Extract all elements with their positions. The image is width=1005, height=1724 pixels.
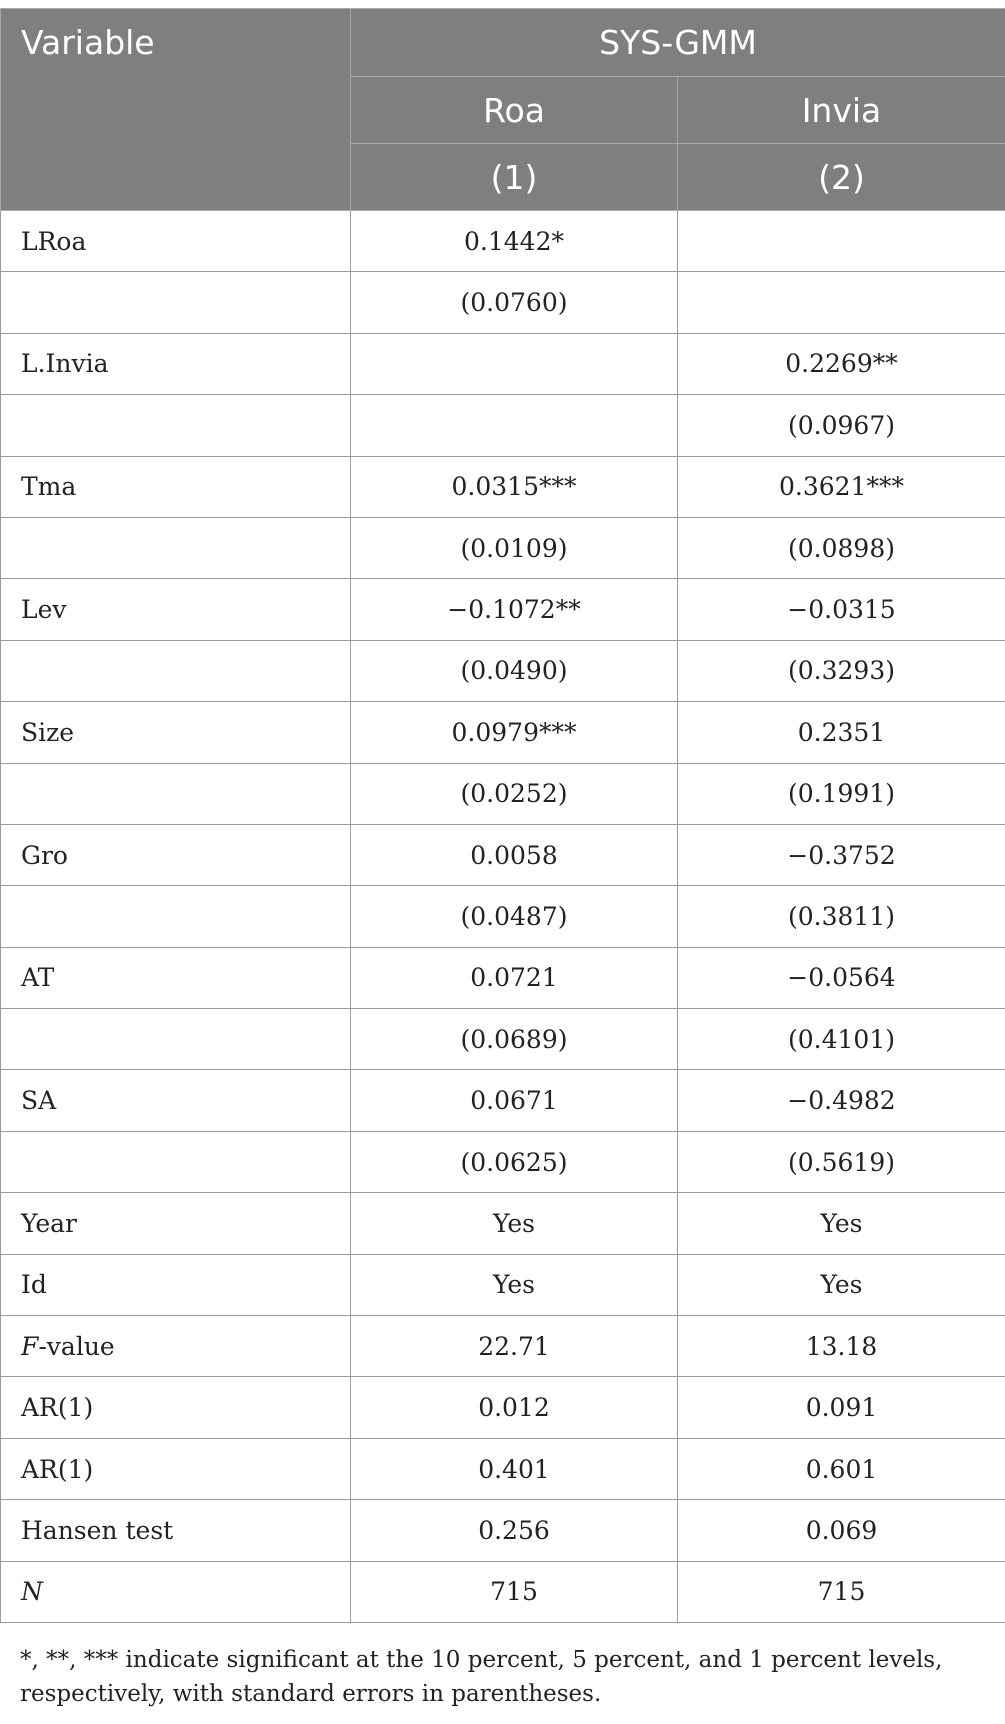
row-label	[1, 640, 351, 701]
row-label	[1, 395, 351, 456]
row-label: Hansen test	[1, 1500, 351, 1561]
table-row	[1, 1009, 1005, 1070]
row-value-col2: (0.4101)	[678, 1009, 1005, 1070]
row-value-col2: Yes	[678, 1254, 1005, 1315]
row-value-col1: (0.0625)	[351, 1131, 678, 1192]
row-value-col1: Yes	[351, 1193, 678, 1254]
table-row	[1, 824, 1005, 885]
table-row	[1, 886, 1005, 947]
row-label: Year	[1, 1193, 351, 1254]
row-value-col1: 0.0315***	[351, 456, 678, 517]
table-row	[1, 1316, 1005, 1377]
row-value-col1: (0.0689)	[351, 1009, 678, 1070]
row-label: L.Invia	[1, 333, 351, 394]
table-row	[1, 640, 1005, 701]
row-value-col1: 0.0979***	[351, 702, 678, 763]
row-value-col2	[678, 272, 1005, 333]
table-row	[1, 272, 1005, 333]
table-row	[1, 333, 1005, 394]
row-value-col2: (0.3811)	[678, 886, 1005, 947]
header-column-number: (2)	[678, 144, 1005, 211]
row-value-col2: 715	[678, 1561, 1005, 1622]
row-value-col2: 0.2351	[678, 702, 1005, 763]
table-footnote: *, **, *** indicate significant at the 10 percent, 5 percent, and 1 percent levels, respectively, with standard errors in parentheses.	[20, 1647, 943, 1707]
row-label	[1, 272, 351, 333]
regression-table	[0, 8, 1005, 1623]
row-value-col2: 0.2269**	[678, 333, 1005, 394]
row-value-col2: −0.4982	[678, 1070, 1005, 1131]
row-value-col1: (0.0490)	[351, 640, 678, 701]
row-value-col2: −0.3752	[678, 824, 1005, 885]
row-value-col2: 0.601	[678, 1438, 1005, 1499]
row-value-col2: (0.0898)	[678, 517, 1005, 578]
row-value-col1: (0.0760)	[351, 272, 678, 333]
row-value-col1	[351, 333, 678, 394]
header-column-number: (1)	[351, 144, 678, 211]
row-value-col1	[351, 395, 678, 456]
row-value-col1: Yes	[351, 1254, 678, 1315]
table-row	[1, 395, 1005, 456]
row-value-col1: 0.401	[351, 1438, 678, 1499]
header-variable: Variable	[1, 9, 351, 211]
row-label	[1, 763, 351, 824]
row-value-col2: 0.069	[678, 1500, 1005, 1561]
row-label: N	[1, 1561, 351, 1622]
row-value-col1: 22.71	[351, 1316, 678, 1377]
row-label: Size	[1, 702, 351, 763]
table-row	[1, 211, 1005, 272]
row-label: Tma	[1, 456, 351, 517]
row-label	[1, 886, 351, 947]
table-row	[1, 763, 1005, 824]
row-label	[1, 517, 351, 578]
row-label: AT	[1, 947, 351, 1008]
table-row	[1, 1193, 1005, 1254]
row-label	[1, 1009, 351, 1070]
table-row	[1, 456, 1005, 517]
row-value-col2: 0.3621***	[678, 456, 1005, 517]
row-label: Gro	[1, 824, 351, 885]
row-value-col1: 0.0671	[351, 1070, 678, 1131]
row-value-col2: (0.5619)	[678, 1131, 1005, 1192]
row-label: LRoa	[1, 211, 351, 272]
row-label: AR(1)	[1, 1377, 351, 1438]
table-row	[1, 579, 1005, 640]
table-row	[1, 1070, 1005, 1131]
row-label: SA	[1, 1070, 351, 1131]
row-value-col2: −0.0315	[678, 579, 1005, 640]
row-value-col1: 0.256	[351, 1500, 678, 1561]
row-value-col1: 715	[351, 1561, 678, 1622]
row-value-col1: (0.0487)	[351, 886, 678, 947]
table-header	[1, 9, 1005, 211]
regression-table-container	[0, 8, 1005, 1623]
header-column-name: Invia	[678, 77, 1005, 144]
row-label-italic: F	[21, 1331, 39, 1361]
row-value-col1: −0.1072**	[351, 579, 678, 640]
table-row	[1, 517, 1005, 578]
header-column-name: Roa	[351, 77, 678, 144]
row-label-rest: -value	[38, 1331, 115, 1361]
row-label: AR(1)	[1, 1438, 351, 1499]
row-value-col2: 13.18	[678, 1316, 1005, 1377]
row-value-col1: 0.0058	[351, 824, 678, 885]
row-value-col1: 0.0721	[351, 947, 678, 1008]
table-row	[1, 1377, 1005, 1438]
row-label	[1, 1131, 351, 1192]
table-row	[1, 1500, 1005, 1561]
row-value-col1: (0.0252)	[351, 763, 678, 824]
row-label	[1, 1316, 351, 1377]
row-value-col2: Yes	[678, 1193, 1005, 1254]
table-row	[1, 947, 1005, 1008]
row-label: Lev	[1, 579, 351, 640]
row-value-col2	[678, 211, 1005, 272]
row-value-col2: −0.0564	[678, 947, 1005, 1008]
table-row	[1, 702, 1005, 763]
table-row	[1, 1438, 1005, 1499]
row-value-col2: (0.0967)	[678, 395, 1005, 456]
row-value-col1: 0.1442*	[351, 211, 678, 272]
row-value-col2: (0.1991)	[678, 763, 1005, 824]
header-group: SYS-GMM	[351, 9, 1005, 77]
row-value-col2: (0.3293)	[678, 640, 1005, 701]
row-value-col2: 0.091	[678, 1377, 1005, 1438]
row-value-col1: 0.012	[351, 1377, 678, 1438]
table-row	[1, 1561, 1005, 1622]
row-value-col1: (0.0109)	[351, 517, 678, 578]
table-body	[1, 211, 1005, 1623]
row-label: Id	[1, 1254, 351, 1315]
table-row	[1, 1254, 1005, 1315]
table-row	[1, 1131, 1005, 1192]
